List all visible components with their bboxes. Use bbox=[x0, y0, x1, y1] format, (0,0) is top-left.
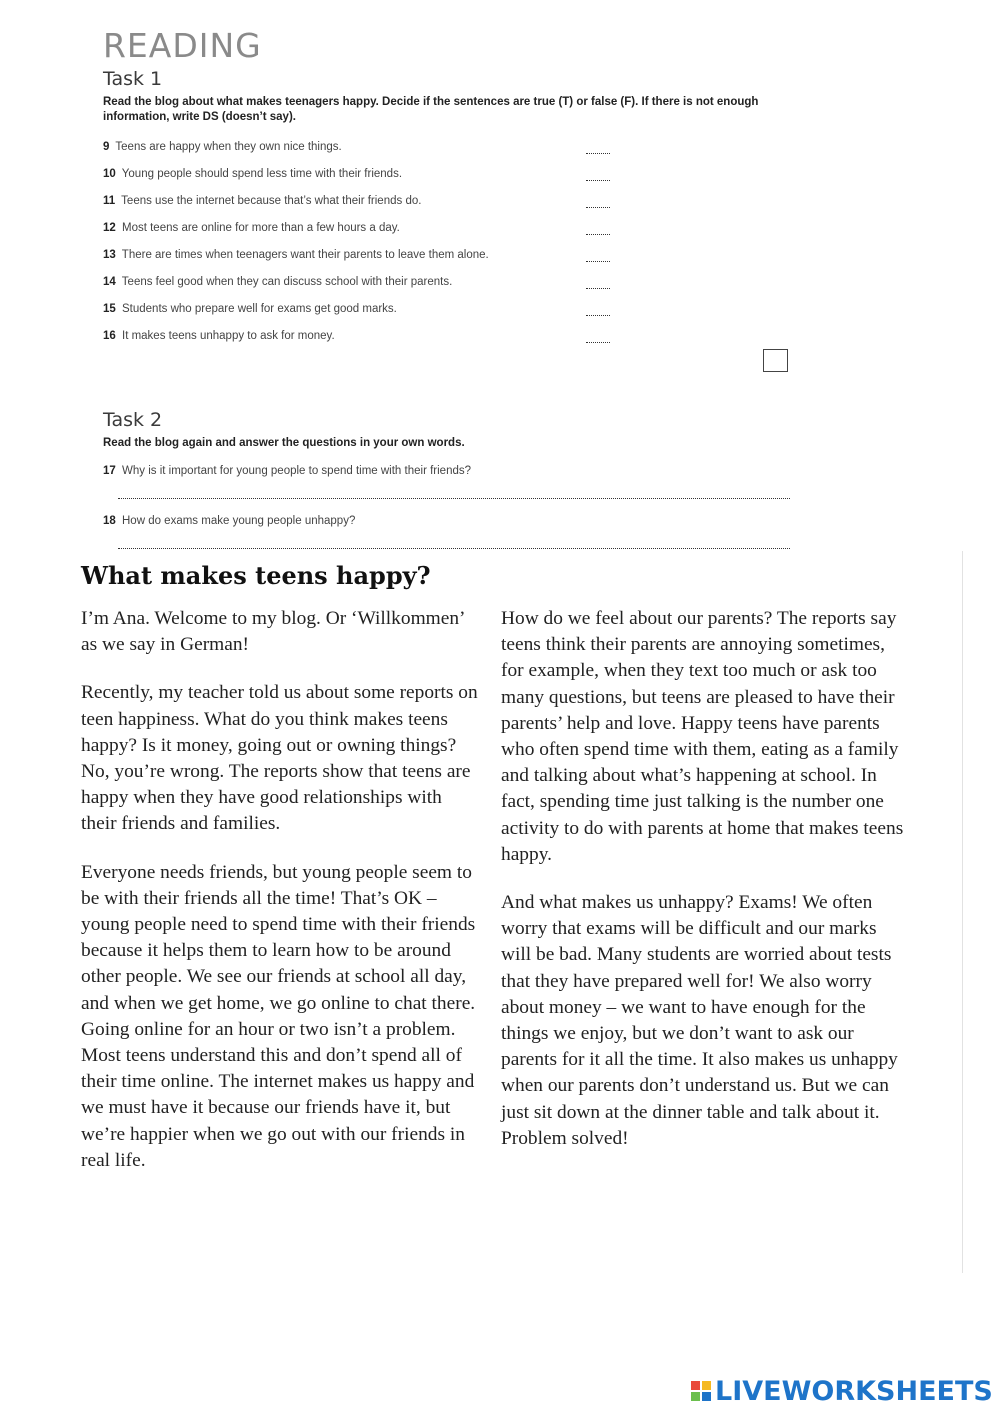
item-statement: Teens use the internet because that’s what their friends do. bbox=[121, 195, 422, 207]
tf-item-10 bbox=[103, 165, 623, 192]
question-18 bbox=[103, 515, 355, 527]
item-number: 13 bbox=[103, 249, 116, 261]
question-text: Why is it important for young people to spend time with their friends? bbox=[122, 465, 472, 477]
logo-square-icon bbox=[702, 1381, 711, 1390]
blog-right-column bbox=[501, 606, 911, 1174]
task2-heading: Task 2 bbox=[103, 409, 163, 431]
item-statement: Young people should spend less time with their friends. bbox=[121, 168, 403, 180]
blog-paragraph: Everyone needs friends, but young people seem to be with their friends all the time! That’s OK – young people need to spend time with their friends because it helps them to learn how to be around other people. We see our friends at school all day, and when we get home, we go online to chat there. Going online for an hour or two isn’t a problem. Most teens understand this and don’t spend all of their time online. The internet makes us happy and we must have it because our friends have it, but we’re happier when we go out with our friends in real life. bbox=[81, 861, 476, 1171]
question-text: How do exams make young people unhappy? bbox=[122, 515, 356, 527]
tf-item-16 bbox=[103, 327, 623, 354]
blog-paragraph: Recently, my teacher told us about some reports on teen happiness. What do you think makes teens happy? Is it money, going out or owning things? No, you’re wrong. The reports show that teens are happy when they have good relationships with their friends and families. bbox=[81, 682, 478, 835]
logo-text: LIVEWORKSHEETS bbox=[715, 1375, 993, 1407]
blog-paragraph: I’m Ana. Welcome to my blog. Or ‘Willkommen’ as we say in German! bbox=[81, 608, 465, 656]
logo-square-icon bbox=[702, 1392, 711, 1401]
item-statement: There are times when teenagers want their parents to leave them alone. bbox=[121, 249, 489, 261]
liveworksheets-logo[interactable] bbox=[691, 1376, 993, 1406]
item-statement: It makes teens unhappy to ask for money. bbox=[122, 330, 335, 342]
logo-mark-icon bbox=[691, 1381, 711, 1401]
question-number: 17 bbox=[103, 465, 116, 477]
task2-instructions: Read the blog again and answer the questions in your own words. bbox=[103, 437, 465, 449]
tf-item-14 bbox=[103, 273, 623, 300]
item-number: 12 bbox=[103, 222, 116, 234]
tf-item-13 bbox=[103, 246, 623, 273]
answer-blank-10[interactable] bbox=[586, 168, 610, 181]
blog-paragraph: How do we feel about our parents? The reports say teens think their parents are annoying sometimes, for example, when they text too much or ask too many questions, but teens are pleased to have their parents’ help and love. Happy teens have parents who often spend time with them, eating as a family and talking about what’s happening at school. In fact, spending time just talking is the number one activity to do with parents at home that makes teens happy. bbox=[501, 608, 904, 865]
score-box[interactable] bbox=[763, 349, 788, 372]
section-title: READING bbox=[103, 26, 262, 65]
blog-left-column bbox=[81, 606, 481, 1196]
item-number: 11 bbox=[103, 195, 116, 207]
answer-blank-13[interactable] bbox=[586, 249, 610, 262]
answer-blank-9[interactable] bbox=[586, 141, 610, 154]
blog-paragraph: And what makes us unhappy? Exams! We often worry that exams will be difficult and our marks will be bad. Many students are worried about tests that they have prepared well for! We also worry about money – we want to have enough for the things we enjoy, but we don’t want to ask our parents for it all the time. It also makes us unhappy when our parents don’t understand us. But we can just sit down at the dinner table and talk about it. Problem solved! bbox=[501, 892, 898, 1149]
answer-blank-15[interactable] bbox=[586, 303, 610, 316]
answer-blank-16[interactable] bbox=[586, 330, 610, 343]
blog-title: What makes teens happy? bbox=[81, 561, 431, 590]
question-17 bbox=[103, 465, 471, 477]
task1-instructions: Read the blog about what makes teenagers happy. Decide if the sentences are true (T) or false (F). If there is not enough information, write DS (doesn’t say). bbox=[103, 96, 759, 123]
question-number: 18 bbox=[103, 515, 116, 527]
task1-heading: Task 1 bbox=[103, 68, 163, 90]
logo-square-icon bbox=[691, 1392, 700, 1401]
true-false-list bbox=[103, 138, 623, 354]
item-statement: Teens are happy when they own nice things. bbox=[115, 141, 342, 153]
item-statement: Students who prepare well for exams get good marks. bbox=[122, 303, 397, 315]
answer-line-18[interactable] bbox=[118, 538, 790, 549]
item-number: 16 bbox=[103, 330, 116, 342]
answer-blank-12[interactable] bbox=[586, 222, 610, 235]
tf-item-11 bbox=[103, 192, 623, 219]
item-statement: Teens feel good when they can discuss school with their parents. bbox=[121, 276, 453, 288]
item-number: 14 bbox=[103, 276, 116, 288]
blog-border bbox=[962, 551, 963, 1273]
tf-item-12 bbox=[103, 219, 623, 246]
answer-line-17[interactable] bbox=[118, 488, 790, 499]
item-number: 10 bbox=[103, 168, 116, 180]
item-number: 15 bbox=[103, 303, 116, 315]
logo-square-icon bbox=[691, 1381, 700, 1390]
answer-blank-14[interactable] bbox=[586, 276, 610, 289]
item-number: 9 bbox=[103, 141, 110, 153]
item-statement: Most teens are online for more than a few hours a day. bbox=[122, 222, 400, 234]
tf-item-9 bbox=[103, 138, 623, 165]
answer-blank-11[interactable] bbox=[586, 195, 610, 208]
tf-item-15 bbox=[103, 300, 623, 327]
